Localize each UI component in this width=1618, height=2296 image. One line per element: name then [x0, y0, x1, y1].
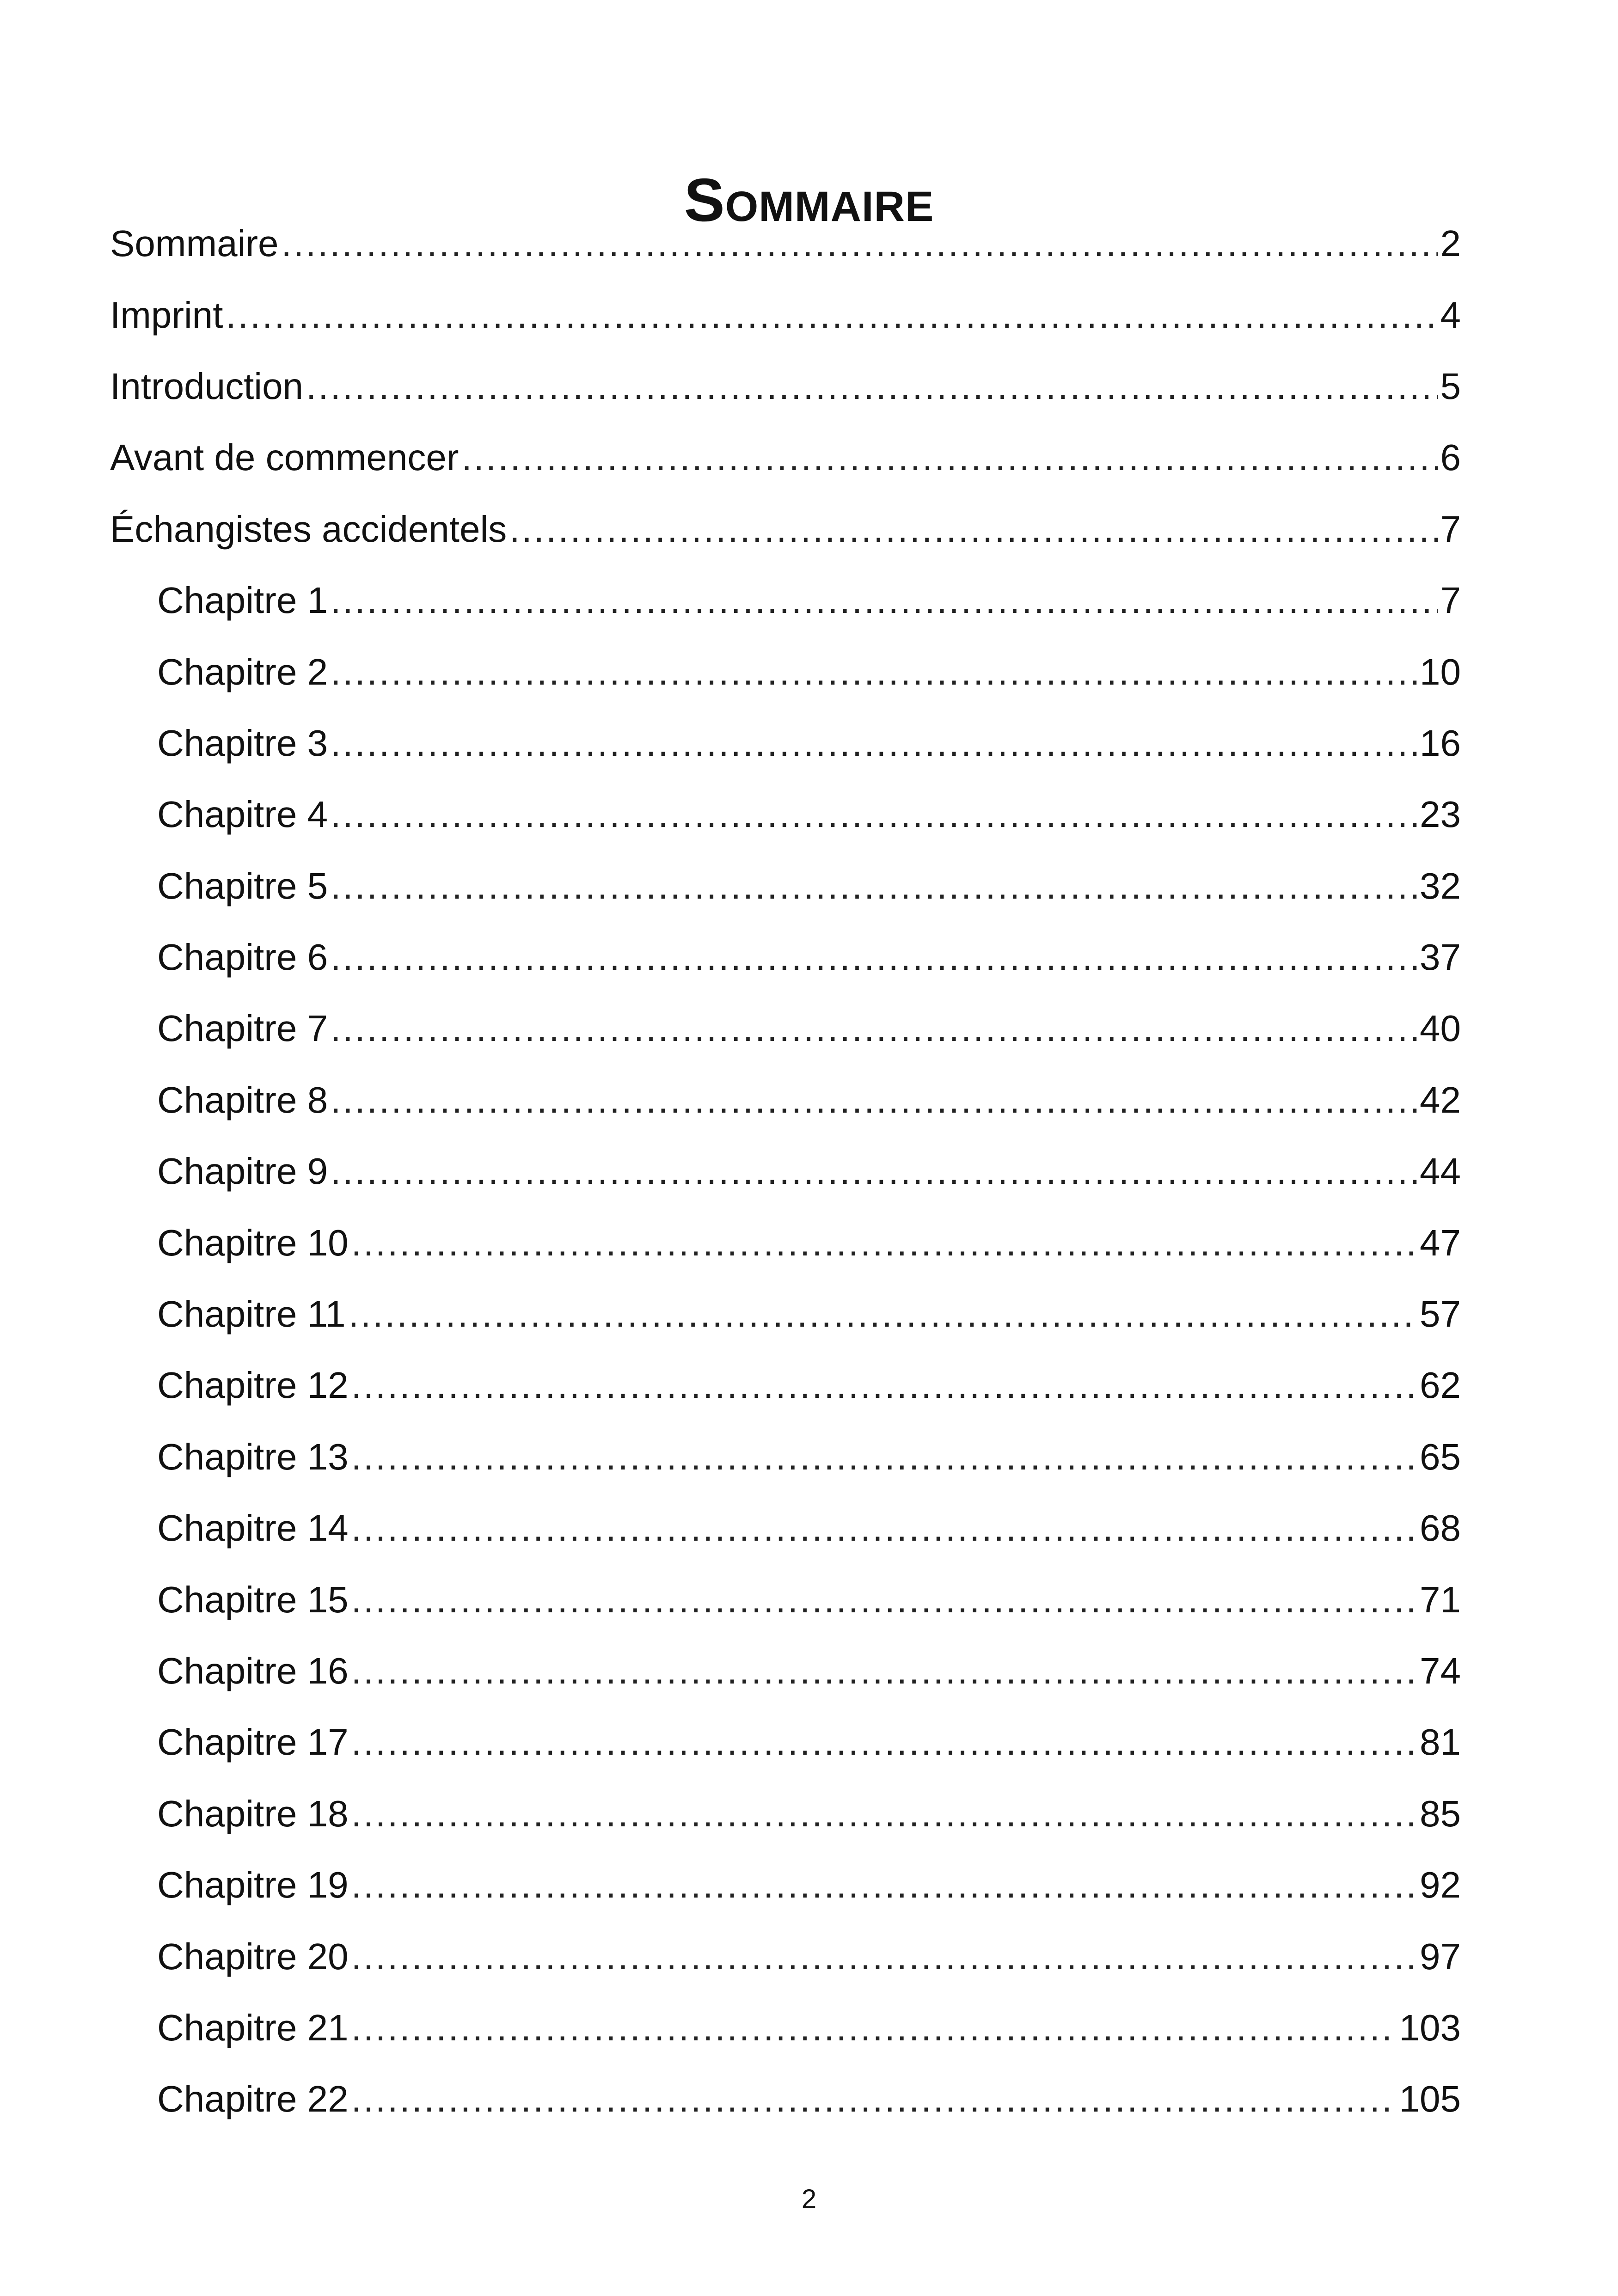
- toc-entry-page: 103: [1399, 2007, 1461, 2048]
- toc-entry-label: Sommaire: [110, 223, 279, 264]
- toc-entry-page: 68: [1420, 1507, 1461, 1549]
- toc-entry-page: 85: [1420, 1793, 1461, 1834]
- toc-entry[interactable]: [110, 1350, 1461, 1421]
- toc-entry-page: 97: [1420, 1935, 1461, 1977]
- toc-dot-leader: [351, 1778, 1417, 1849]
- toc-entry-page: 62: [1420, 1365, 1461, 1406]
- toc-entry-label: Chapitre 12: [157, 1365, 349, 1406]
- toc-entry[interactable]: [110, 1778, 1461, 1849]
- toc-entry-page: 92: [1420, 1864, 1461, 1906]
- toc-entry-label: Avant de commencer: [110, 437, 459, 478]
- toc-entry-label: Chapitre 10: [157, 1222, 349, 1263]
- toc-dot-leader: [331, 708, 1417, 779]
- toc-entry-label: Chapitre 14: [157, 1507, 349, 1549]
- toc-entry[interactable]: [110, 1136, 1461, 1207]
- page-number: 2: [801, 2184, 817, 2214]
- toc-entry-label: Chapitre 18: [157, 1793, 349, 1834]
- table-of-contents: [110, 208, 1461, 2135]
- toc-entry[interactable]: [110, 1707, 1461, 1778]
- toc-dot-leader: [351, 1992, 1397, 2063]
- toc-entry-label: Chapitre 2: [157, 651, 328, 692]
- toc-entry[interactable]: [110, 422, 1461, 493]
- toc-dot-leader: [461, 422, 1437, 493]
- toc-entry-page: 44: [1420, 1151, 1461, 1192]
- toc-entry-label: Chapitre 20: [157, 1935, 349, 1977]
- toc-entry-label: Chapitre 15: [157, 1579, 349, 1620]
- toc-dot-leader: [331, 637, 1417, 708]
- toc-entry-page: 37: [1420, 937, 1461, 978]
- toc-entry-page: 10: [1420, 651, 1461, 692]
- toc-entry-label: Chapitre 3: [157, 722, 328, 764]
- toc-dot-leader: [351, 1707, 1417, 1778]
- toc-entry-label: Chapitre 19: [157, 1864, 349, 1906]
- page-title: Sommaire: [684, 166, 934, 234]
- toc-dot-leader: [331, 779, 1417, 850]
- toc-entry-label: Chapitre 17: [157, 1721, 349, 1763]
- toc-entry-page: 6: [1440, 437, 1461, 478]
- toc-entry-label: Introduction: [110, 365, 304, 407]
- toc-entry-label: Chapitre 13: [157, 1436, 349, 1477]
- toc-entry-page: 65: [1420, 1436, 1461, 1477]
- toc-entry[interactable]: [110, 1635, 1461, 1707]
- toc-entry-label: Chapitre 4: [157, 794, 328, 835]
- toc-entry[interactable]: [110, 1207, 1461, 1278]
- toc-entry-label: Échangistes accidentels: [110, 508, 507, 550]
- toc-dot-leader: [331, 851, 1417, 922]
- toc-entry[interactable]: [110, 565, 1461, 636]
- toc-entry-page: 23: [1420, 794, 1461, 835]
- toc-dot-leader: [351, 1350, 1417, 1421]
- toc-entry-label: Chapitre 5: [157, 865, 328, 906]
- toc-entry[interactable]: [110, 1065, 1461, 1136]
- toc-dot-leader: [226, 280, 1438, 351]
- toc-entry[interactable]: [110, 636, 1461, 707]
- toc-dot-leader: [351, 1493, 1417, 1564]
- toc-entry[interactable]: [110, 1421, 1461, 1493]
- toc-entry[interactable]: [110, 851, 1461, 922]
- toc-entry-page: 16: [1420, 722, 1461, 764]
- toc-entry-page: 32: [1420, 865, 1461, 906]
- toc-entry[interactable]: [110, 2063, 1461, 2135]
- toc-entry-page: 47: [1420, 1222, 1461, 1263]
- toc-entry-page: 7: [1440, 508, 1461, 550]
- toc-entry-page: 57: [1420, 1293, 1461, 1335]
- toc-dot-leader: [282, 208, 1438, 279]
- toc-dot-leader: [331, 1065, 1417, 1136]
- toc-entry-page: 105: [1399, 2078, 1461, 2120]
- toc-dot-leader: [351, 1421, 1417, 1493]
- toc-entry[interactable]: [110, 1921, 1461, 1992]
- toc-entry-label: Chapitre 9: [157, 1151, 328, 1192]
- toc-entry-page: 7: [1440, 580, 1461, 621]
- toc-entry[interactable]: [110, 779, 1461, 850]
- toc-entry[interactable]: [110, 1279, 1461, 1350]
- toc-dot-leader: [331, 922, 1417, 993]
- toc-entry-page: 74: [1420, 1650, 1461, 1691]
- toc-entry-label: Chapitre 8: [157, 1079, 328, 1120]
- toc-entry[interactable]: [110, 1849, 1461, 1921]
- toc-entry[interactable]: [110, 1493, 1461, 1564]
- toc-entry-label: Chapitre 22: [157, 2078, 349, 2120]
- toc-entry-label: Chapitre 1: [157, 580, 328, 621]
- toc-dot-leader: [351, 1849, 1417, 1921]
- toc-dot-leader: [331, 993, 1417, 1064]
- toc-entry[interactable]: [110, 351, 1461, 422]
- toc-entry-label: Chapitre 7: [157, 1008, 328, 1049]
- toc-dot-leader: [351, 2063, 1397, 2135]
- toc-entry-page: 5: [1440, 365, 1461, 407]
- toc-entry-label: Chapitre 6: [157, 937, 328, 978]
- toc-entry[interactable]: [110, 708, 1461, 779]
- toc-dot-leader: [331, 565, 1437, 636]
- toc-entry-page: 2: [1440, 223, 1461, 264]
- toc-entry[interactable]: [110, 1992, 1461, 2063]
- toc-dot-leader: [351, 1564, 1417, 1635]
- toc-entry-page: 71: [1420, 1579, 1461, 1620]
- toc-entry[interactable]: [110, 922, 1461, 993]
- toc-dot-leader: [349, 1279, 1417, 1350]
- toc-entry[interactable]: [110, 494, 1461, 565]
- toc-entry-page: 81: [1420, 1721, 1461, 1763]
- toc-dot-leader: [351, 1921, 1417, 1992]
- toc-dot-leader: [351, 1207, 1417, 1279]
- toc-entry[interactable]: [110, 993, 1461, 1064]
- toc-entry-label: Chapitre 16: [157, 1650, 349, 1691]
- toc-entry-label: Chapitre 21: [157, 2007, 349, 2048]
- toc-entry[interactable]: [110, 1564, 1461, 1635]
- toc-dot-leader: [306, 351, 1437, 422]
- toc-dot-leader: [351, 1635, 1417, 1707]
- toc-entry[interactable]: [110, 279, 1461, 350]
- toc-entry-label: Chapitre 11: [157, 1293, 346, 1335]
- toc-entry-label: Imprint: [110, 294, 223, 336]
- toc-entry-page: 4: [1440, 294, 1461, 336]
- toc-entry[interactable]: [110, 208, 1461, 279]
- toc-entry-page: 40: [1420, 1008, 1461, 1049]
- toc-dot-leader: [509, 494, 1437, 565]
- toc-entry-page: 42: [1420, 1079, 1461, 1120]
- toc-dot-leader: [331, 1136, 1417, 1207]
